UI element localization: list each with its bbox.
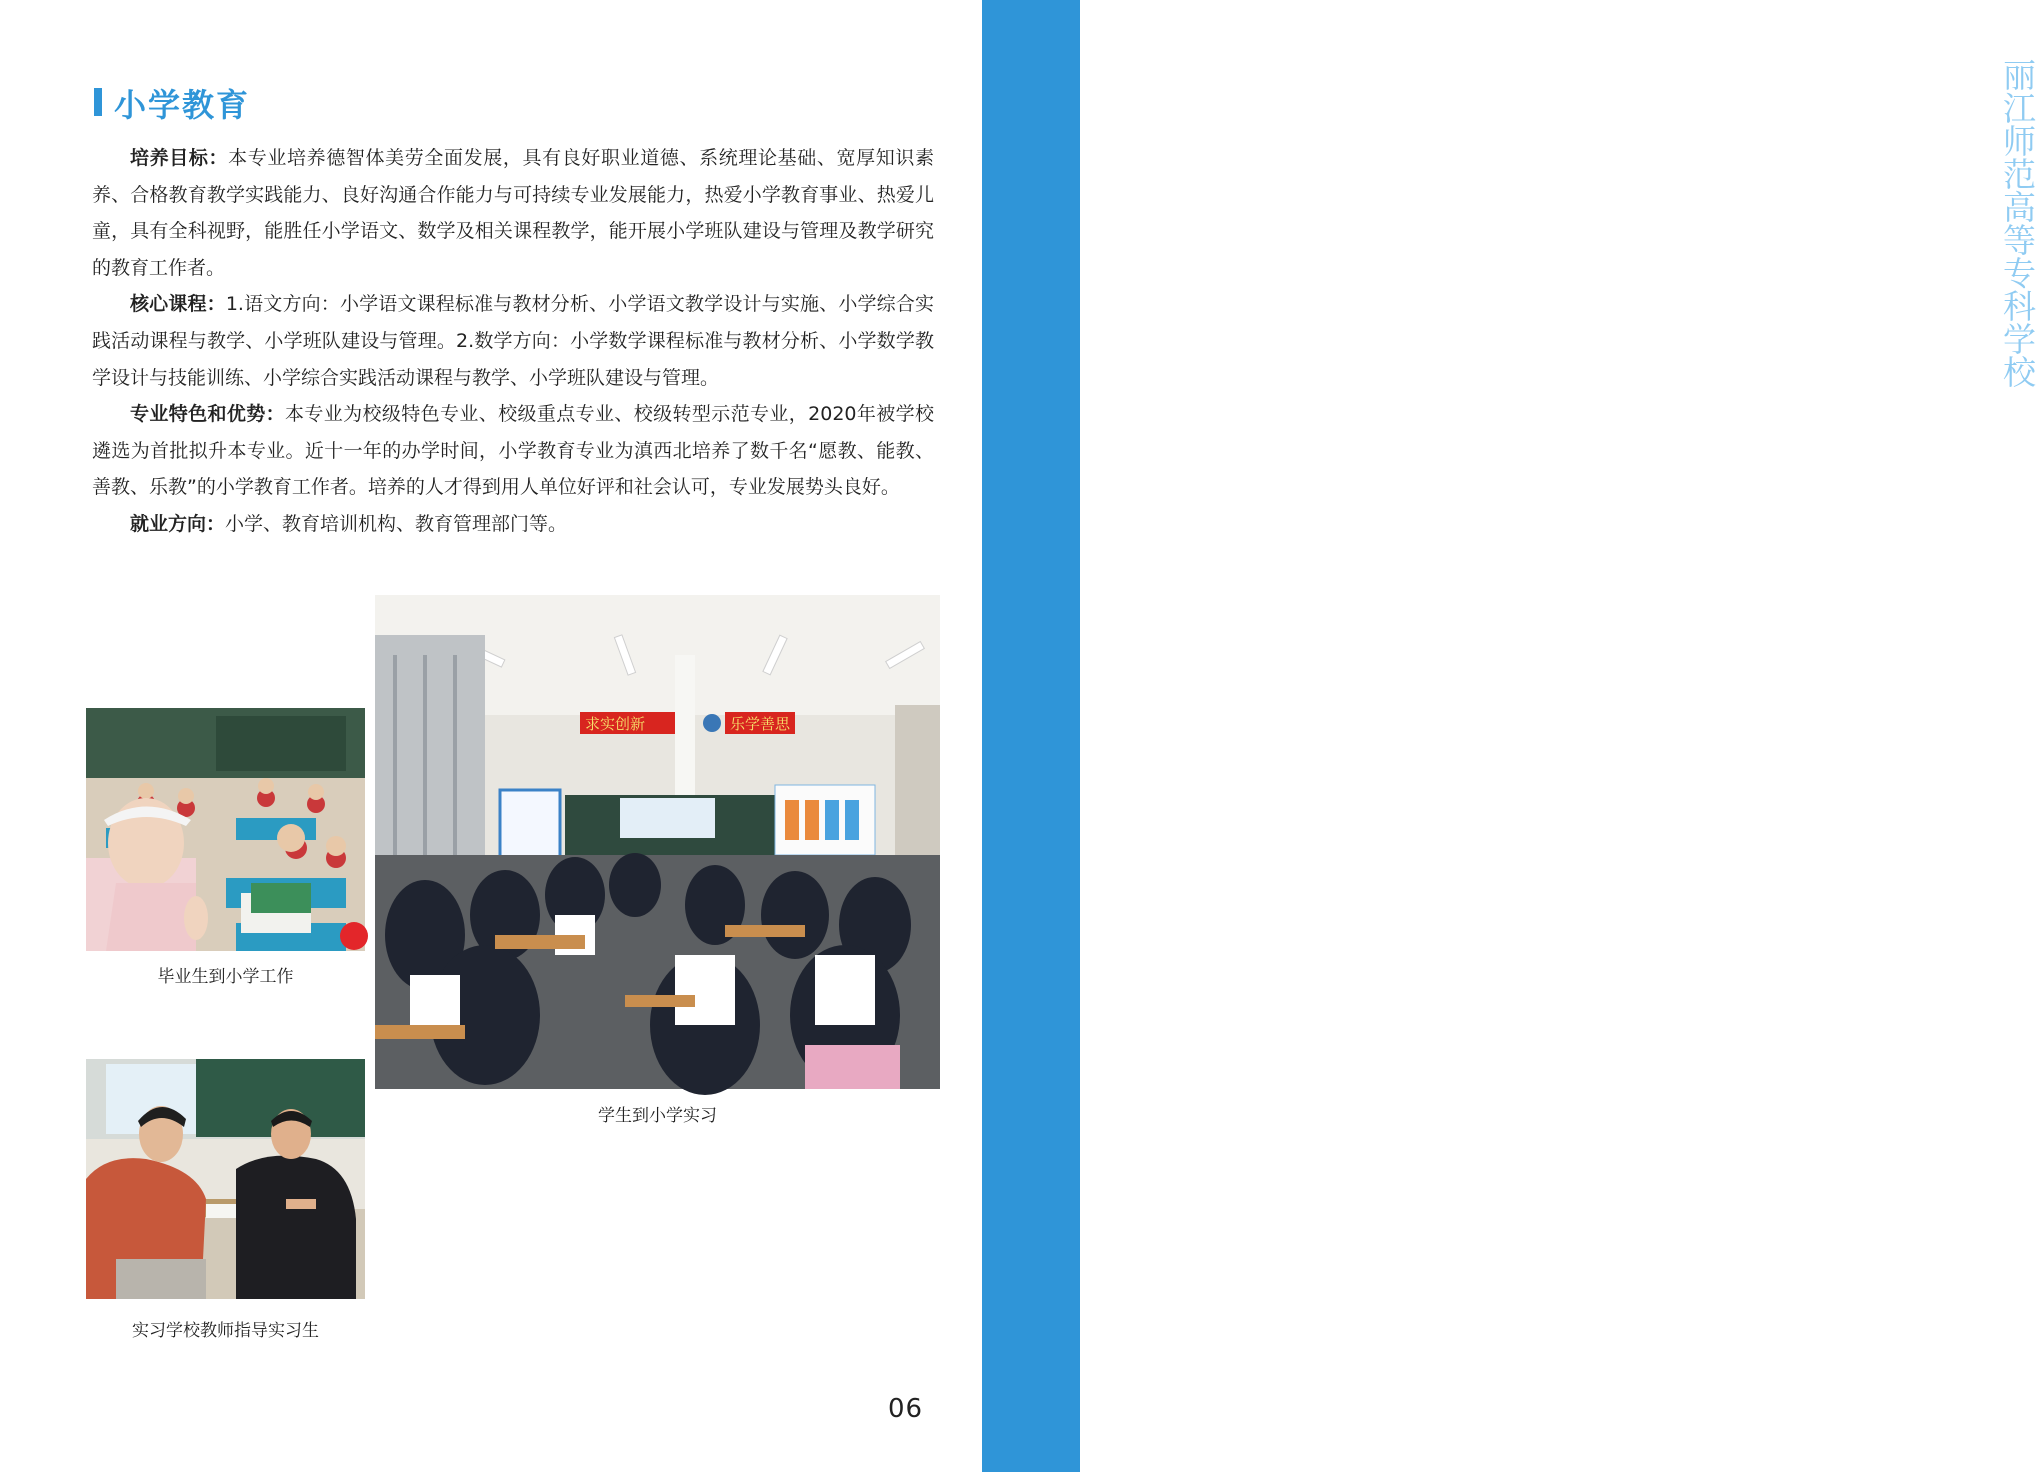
section-label: 就业方向： <box>130 512 226 535</box>
sidebar-band <box>982 0 2037 1472</box>
school-name-vertical: 丽江师范高等专科学校 <box>1998 58 2037 388</box>
section-training-goal <box>92 140 934 286</box>
page-number: 06 <box>888 1394 924 1424</box>
section-core-courses <box>92 286 934 396</box>
body-text <box>92 140 934 543</box>
section-label: 培养目标： <box>130 147 229 169</box>
banner-right-text: 乐学善思 <box>730 715 791 733</box>
banner-left-text: 求实创新 <box>585 715 646 733</box>
section-features <box>92 396 934 506</box>
title-accent-bar <box>94 88 102 116</box>
photo-caption: 实习学校教师指导实习生 <box>132 1321 319 1341</box>
section-text: 本专业培养德智体美劳全面发展，具有良好职业道德、系统理论基础、宽厚知识素养、合格教育教学实践能力、良好沟通合作能力与可持续专业发展能力，热爱小学教育事业、热爱儿童，具有全科视野，能胜任小学语文、数学及相关课程教学，能开展小学班队建设与管理及教学研究的教育工作者。 <box>92 147 934 279</box>
photo-graduate-teaching <box>86 708 365 951</box>
photo-student-internship <box>375 595 940 1089</box>
photo-caption: 毕业生到小学工作 <box>157 967 294 987</box>
photo-caption: 学生到小学实习 <box>598 1106 717 1126</box>
section-text: 小学、教育培训机构、教育管理部门等。 <box>225 512 568 535</box>
page-title: 小学教育 <box>114 86 251 124</box>
photo-teacher-mentoring <box>86 1059 365 1299</box>
section-employment <box>92 506 934 543</box>
section-text: 本专业为校级特色专业、校级重点专业、校级转型示范专业，2020年被学校遴选为首批拟升本专业。近十一年的办学时间，小学教育专业为滇西北培养了数千名“愿教、能教、善教、乐教”的小学教育工作者。培养的人才得到用人单位好评和社会认可，专业发展势头良好。 <box>92 403 934 499</box>
section-text: 1.语文方向：小学语文课程标准与教材分析、小学语文教学设计与实施、小学综合实践活动课程与教学、小学班队建设与管理。2.数学方向：小学数学课程标准与教材分析、小学数学教学设计与技能训练、小学综合实践活动课程与教学、小学班队建设与管理。 <box>92 293 934 389</box>
section-label: 专业特色和优势： <box>130 403 286 426</box>
section-label: 核心课程： <box>130 293 226 316</box>
